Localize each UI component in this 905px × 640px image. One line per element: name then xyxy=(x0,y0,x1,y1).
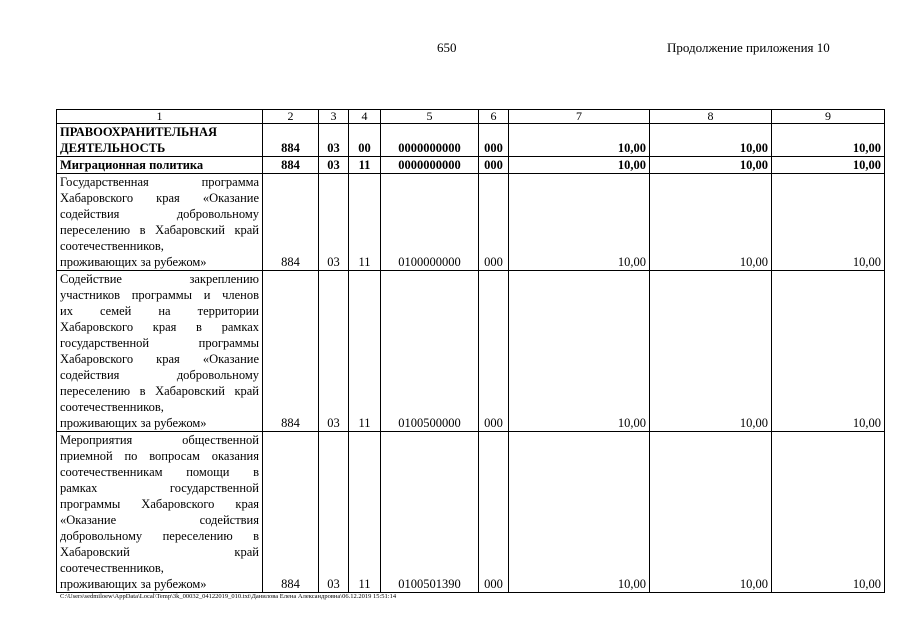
cell-ministry-code: 884 xyxy=(263,271,319,432)
cell-amount-col9: 10,00 xyxy=(772,432,885,593)
table-row xyxy=(57,271,885,432)
name-line: «Оказание содействия xyxy=(60,513,259,527)
cell-amount-col8: 10,00 xyxy=(650,432,772,593)
name-line: Мероприятия общественной xyxy=(60,433,259,447)
name-line: участников программы и членов xyxy=(60,288,259,302)
column-number: 4 xyxy=(349,110,381,124)
name-line: их семей на территории xyxy=(60,304,259,318)
cell-name xyxy=(57,157,263,174)
name-line: ДЕЯТЕЛЬНОСТЬ xyxy=(60,141,166,155)
name-line: Содействие закреплению xyxy=(60,272,259,286)
cell-expense-type: 000 xyxy=(479,432,509,593)
name-line: Хабаровского края «Оказание xyxy=(60,191,259,205)
cell-amount-col9: 10,00 xyxy=(772,124,885,157)
cell-section: 03 xyxy=(319,271,349,432)
name-line: добровольному переселению в xyxy=(60,529,259,543)
cell-amount-col8: 10,00 xyxy=(650,157,772,174)
cell-amount-col8: 10,00 xyxy=(650,271,772,432)
table-row xyxy=(57,157,885,174)
cell-amount-col7: 10,00 xyxy=(509,124,650,157)
cell-ministry-code: 884 xyxy=(263,157,319,174)
cell-subsection: 11 xyxy=(349,174,381,271)
column-number: 5 xyxy=(381,110,479,124)
table-row xyxy=(57,432,885,593)
cell-subsection: 11 xyxy=(349,271,381,432)
cell-section: 03 xyxy=(319,174,349,271)
name-line: Миграционная политика xyxy=(60,158,204,172)
name-line: соотечественникам помощи в xyxy=(60,465,259,479)
cell-amount-col7: 10,00 xyxy=(509,271,650,432)
cell-ministry-code: 884 xyxy=(263,432,319,593)
name-line: проживающих за рубежом» xyxy=(60,416,207,430)
name-line: приемной по вопросам оказания xyxy=(60,449,259,463)
cell-name xyxy=(57,174,263,271)
cell-amount-col9: 10,00 xyxy=(772,271,885,432)
name-line: соотечественников, xyxy=(60,400,164,414)
cell-amount-col7: 10,00 xyxy=(509,432,650,593)
table-row xyxy=(57,174,885,271)
cell-target-article: 0100501390 xyxy=(381,432,479,593)
name-line: проживающих за рубежом» xyxy=(60,577,207,591)
column-number-row xyxy=(57,110,885,124)
column-number: 3 xyxy=(319,110,349,124)
name-line: соотечественников, xyxy=(60,561,164,575)
cell-target-article: 0100000000 xyxy=(381,174,479,271)
name-line: соотечественников, xyxy=(60,239,164,253)
cell-section: 03 xyxy=(319,432,349,593)
cell-amount-col8: 10,00 xyxy=(650,124,772,157)
file-path-footer: C:\Users\sedmiloew\AppData\Local\Temp\3k_00032_04122019_010.txt\Даниловa Елена Александровна\06.12.2019 15:51:14 xyxy=(60,593,397,600)
column-number: 8 xyxy=(650,110,772,124)
cell-ministry-code: 884 xyxy=(263,124,319,157)
cell-amount-col9: 10,00 xyxy=(772,157,885,174)
column-number: 1 xyxy=(57,110,263,124)
name-line: Хабаровский край xyxy=(60,545,259,559)
cell-amount-col9: 10,00 xyxy=(772,174,885,271)
column-number: 6 xyxy=(479,110,509,124)
cell-ministry-code: 884 xyxy=(263,174,319,271)
name-line: Государственная программа xyxy=(60,175,259,189)
cell-expense-type: 000 xyxy=(479,124,509,157)
cell-expense-type: 000 xyxy=(479,157,509,174)
cell-amount-col8: 10,00 xyxy=(650,174,772,271)
table-row xyxy=(57,124,885,157)
cell-expense-type: 000 xyxy=(479,271,509,432)
cell-amount-col7: 10,00 xyxy=(509,174,650,271)
cell-name xyxy=(57,124,263,157)
cell-subsection: 11 xyxy=(349,432,381,593)
cell-target-article: 0000000000 xyxy=(381,157,479,174)
page-number: 650 xyxy=(437,40,457,55)
name-line: переселению в Хабаровский край xyxy=(60,223,259,237)
cell-section: 03 xyxy=(319,157,349,174)
cell-target-article: 0000000000 xyxy=(381,124,479,157)
column-number: 9 xyxy=(772,110,885,124)
budget-table xyxy=(56,109,885,593)
name-line: ПРАВООХРАНИТЕЛЬНАЯ xyxy=(60,125,217,139)
cell-amount-col7: 10,00 xyxy=(509,157,650,174)
name-line: Хабаровского края в рамках xyxy=(60,320,259,334)
name-line: содействия добровольному xyxy=(60,207,259,221)
continuation-note: Продолжение приложения 10 xyxy=(667,40,830,55)
cell-subsection: 00 xyxy=(349,124,381,157)
cell-section: 03 xyxy=(319,124,349,157)
column-number: 7 xyxy=(509,110,650,124)
name-line: Хабаровского края «Оказание xyxy=(60,352,259,366)
name-line: проживающих за рубежом» xyxy=(60,255,207,269)
cell-name xyxy=(57,271,263,432)
name-line: государственной программы xyxy=(60,336,259,350)
name-line: программы Хабаровского края xyxy=(60,497,259,511)
cell-target-article: 0100500000 xyxy=(381,271,479,432)
name-line: рамках государственной xyxy=(60,481,259,495)
cell-subsection: 11 xyxy=(349,157,381,174)
cell-expense-type: 000 xyxy=(479,174,509,271)
name-line: содействия добровольному xyxy=(60,368,259,382)
name-line: переселению в Хабаровский край xyxy=(60,384,259,398)
column-number: 2 xyxy=(263,110,319,124)
cell-name xyxy=(57,432,263,593)
